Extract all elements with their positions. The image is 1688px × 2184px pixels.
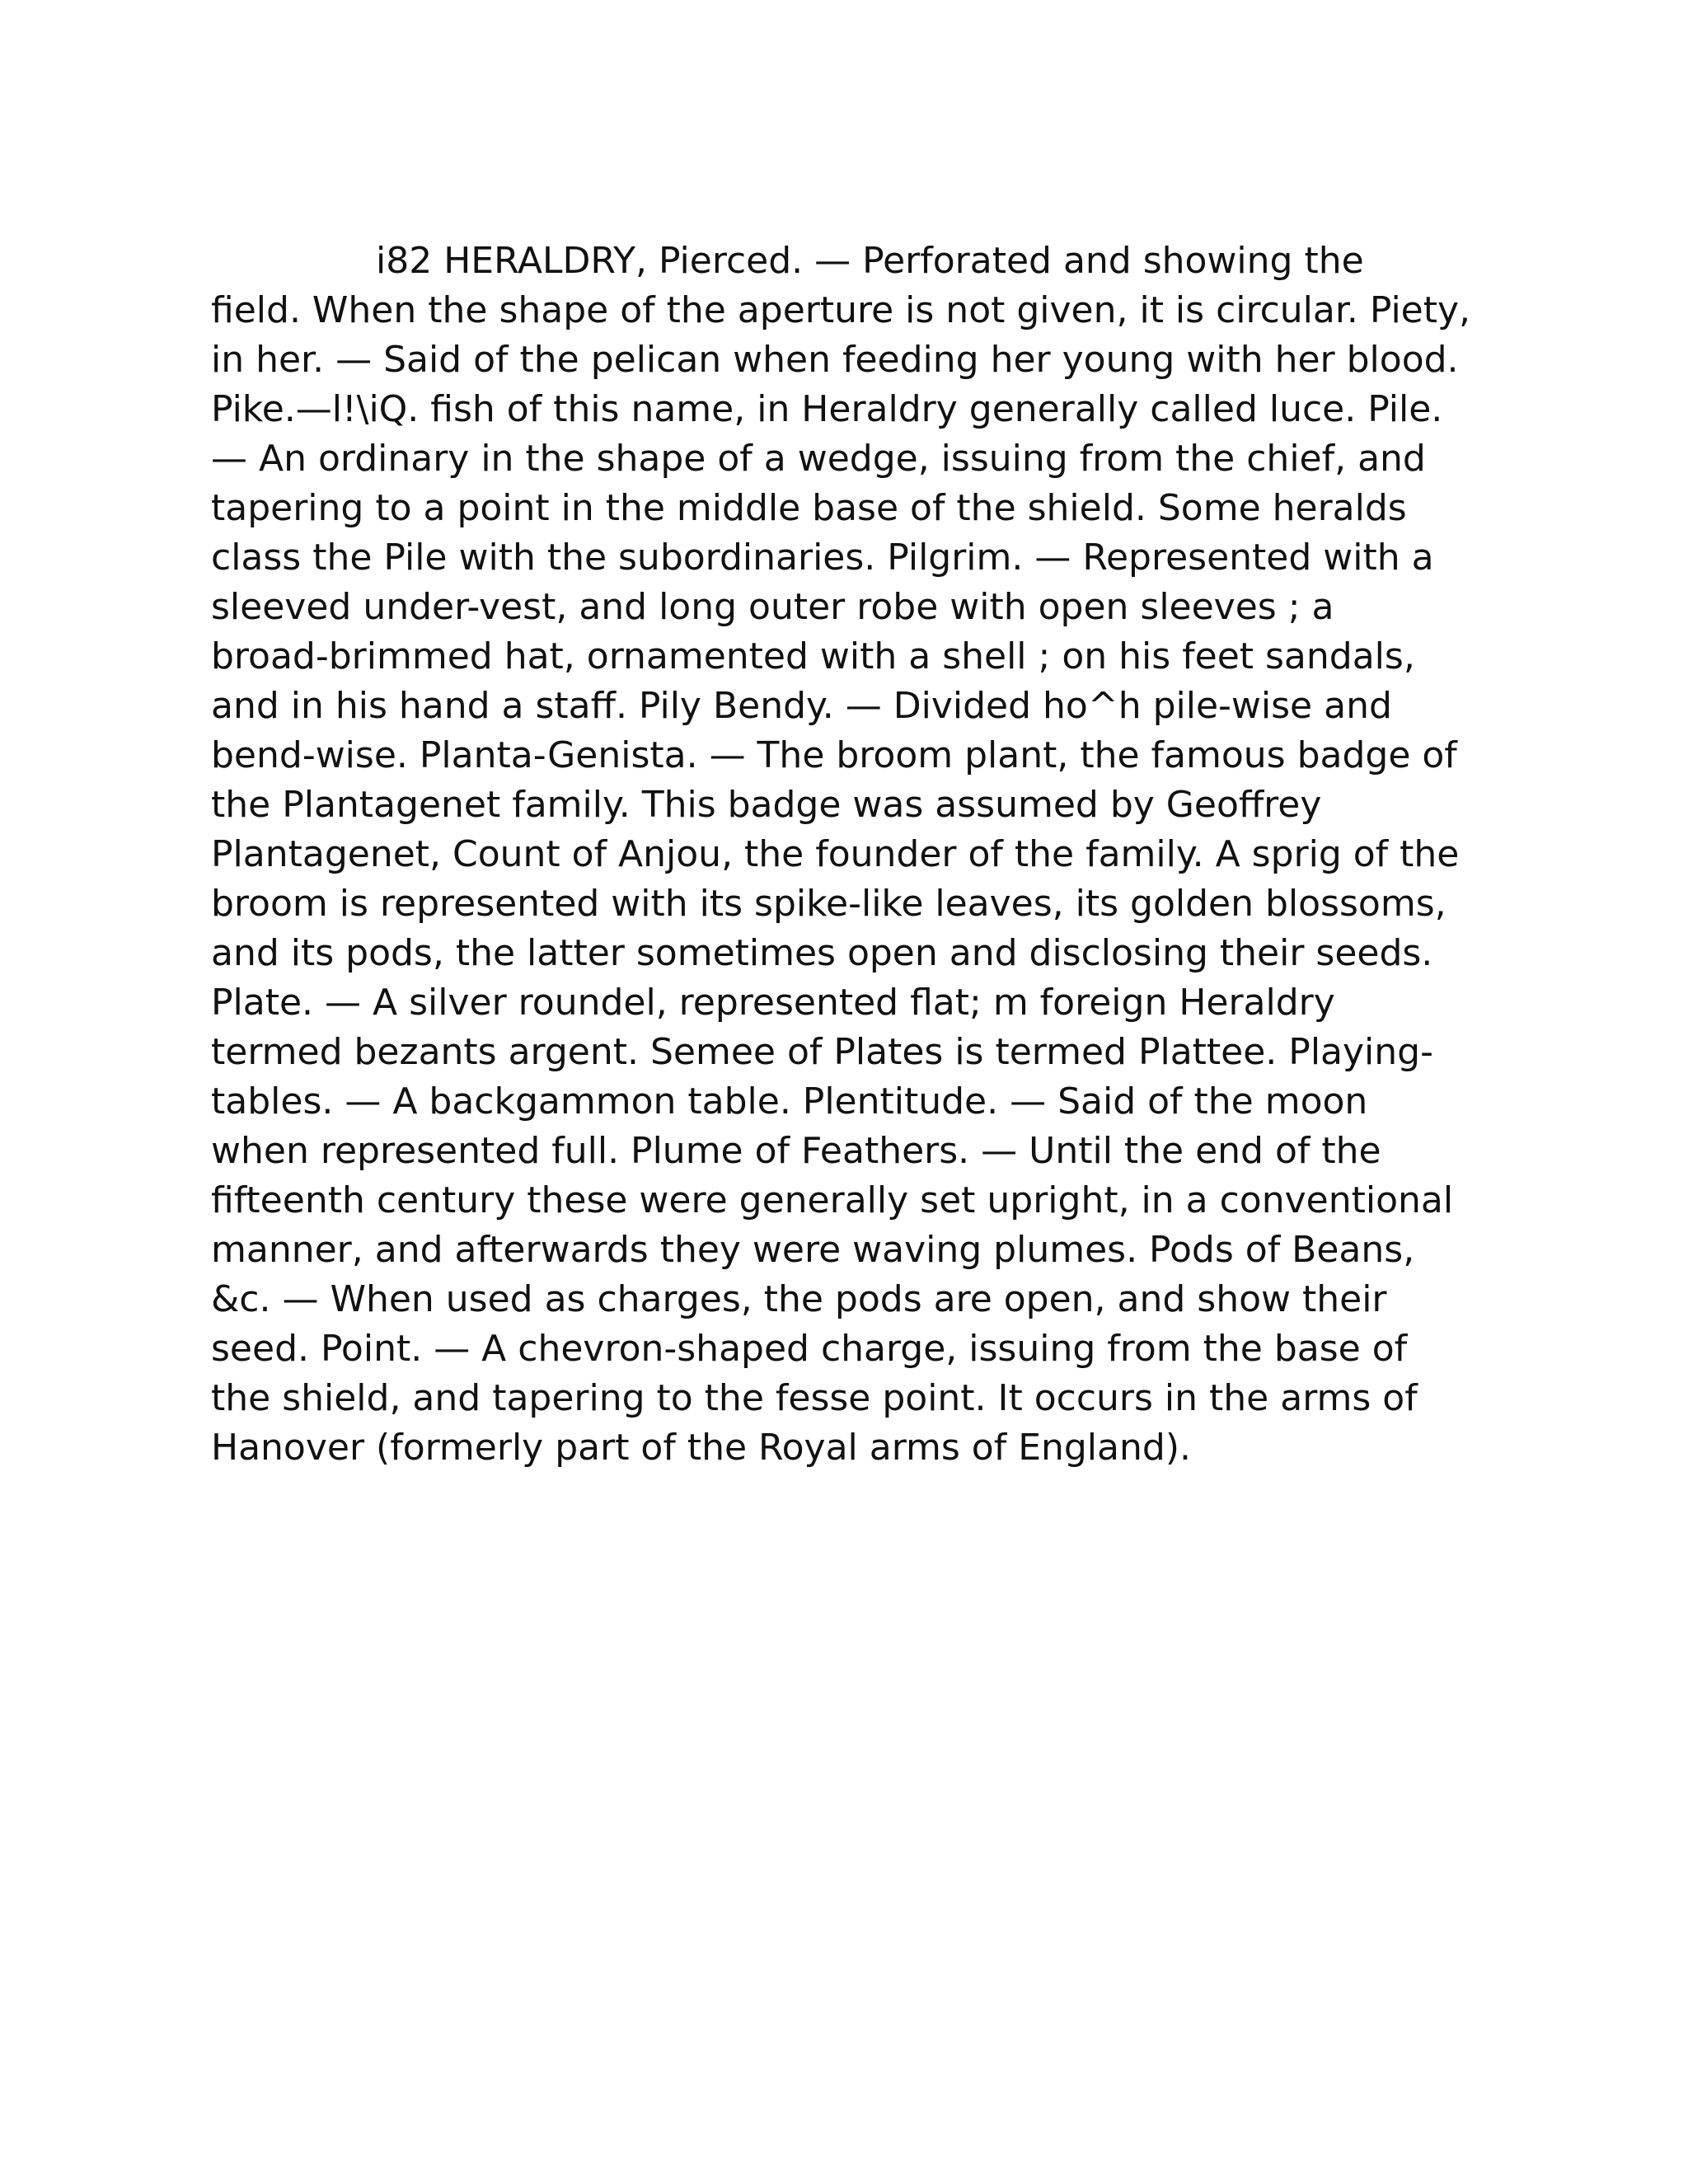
- text-line: class the Pile with the subordinaries. Pilgrim. — Represented with a: [211, 537, 1434, 579]
- text-line: field. When the shape of the aperture is not given, it is circular. Piety,: [211, 289, 1471, 331]
- body-text: [211, 237, 1480, 1473]
- text-line: the shield, and tapering to the fesse point. It occurs in the arms of: [211, 1377, 1418, 1419]
- text-line: fifteenth century these were generally set upright, in a conventional: [211, 1179, 1454, 1221]
- text-line: &c. — When used as charges, the pods are open, and show their: [211, 1278, 1387, 1320]
- text-line: broad-brimmed hat, ornamented with a shell ; on his feet sandals,: [211, 635, 1415, 677]
- text-line: Plantagenet, Count of Anjou, the founder of the family. A sprig of the: [211, 833, 1460, 875]
- text-line: and its pods, the latter sometimes open and disclosing their seeds.: [211, 932, 1433, 974]
- text-line: the Plantagenet family. This badge was assumed by Geoffrey: [211, 784, 1322, 826]
- text-line: — An ordinary in the shape of a wedge, issuing from the chief, and: [211, 438, 1426, 480]
- text-line: i82 HERALDRY, Pierced. — Perforated and showing the: [376, 240, 1364, 282]
- text-line: in her. — Said of the pelican when feeding her young with her blood.: [211, 339, 1459, 381]
- text-line: Pike.—l!\iQ. fish of this name, in Heraldry generally called luce. Pile.: [211, 388, 1443, 430]
- text-line: tables. — A backgammon table. Plentitude. — Said of the moon: [211, 1080, 1368, 1122]
- text-line: tapering to a point in the middle base of the shield. Some heralds: [211, 487, 1407, 529]
- text-line: when represented full. Plume of Feathers. — Until the end of the: [211, 1130, 1381, 1172]
- text-line: Hanover (formerly part of the Royal arms of England).: [211, 1427, 1191, 1469]
- text-line: and in his hand a staff. Pily Bendy. — Divided ho^h pile-wise and: [211, 685, 1392, 727]
- text-line: manner, and afterwards they were waving plumes. Pods of Beans,: [211, 1229, 1415, 1271]
- text-line: Plate. — A silver roundel, represented flat; m foreign Heraldry: [211, 982, 1335, 1024]
- text-line: broom is represented with its spike-like leaves, its golden blossoms,: [211, 883, 1447, 925]
- text-line: seed. Point. — A chevron-shaped charge, issuing from the base of: [211, 1328, 1408, 1370]
- text-line: bend-wise. Planta-Genista. — The broom plant, the famous badge of: [211, 734, 1457, 776]
- text-line: sleeved under-vest, and long outer robe with open sleeves ; a: [211, 586, 1334, 628]
- text-line: termed bezants argent. Semee of Plates is termed Plattee. Playing-: [211, 1031, 1433, 1073]
